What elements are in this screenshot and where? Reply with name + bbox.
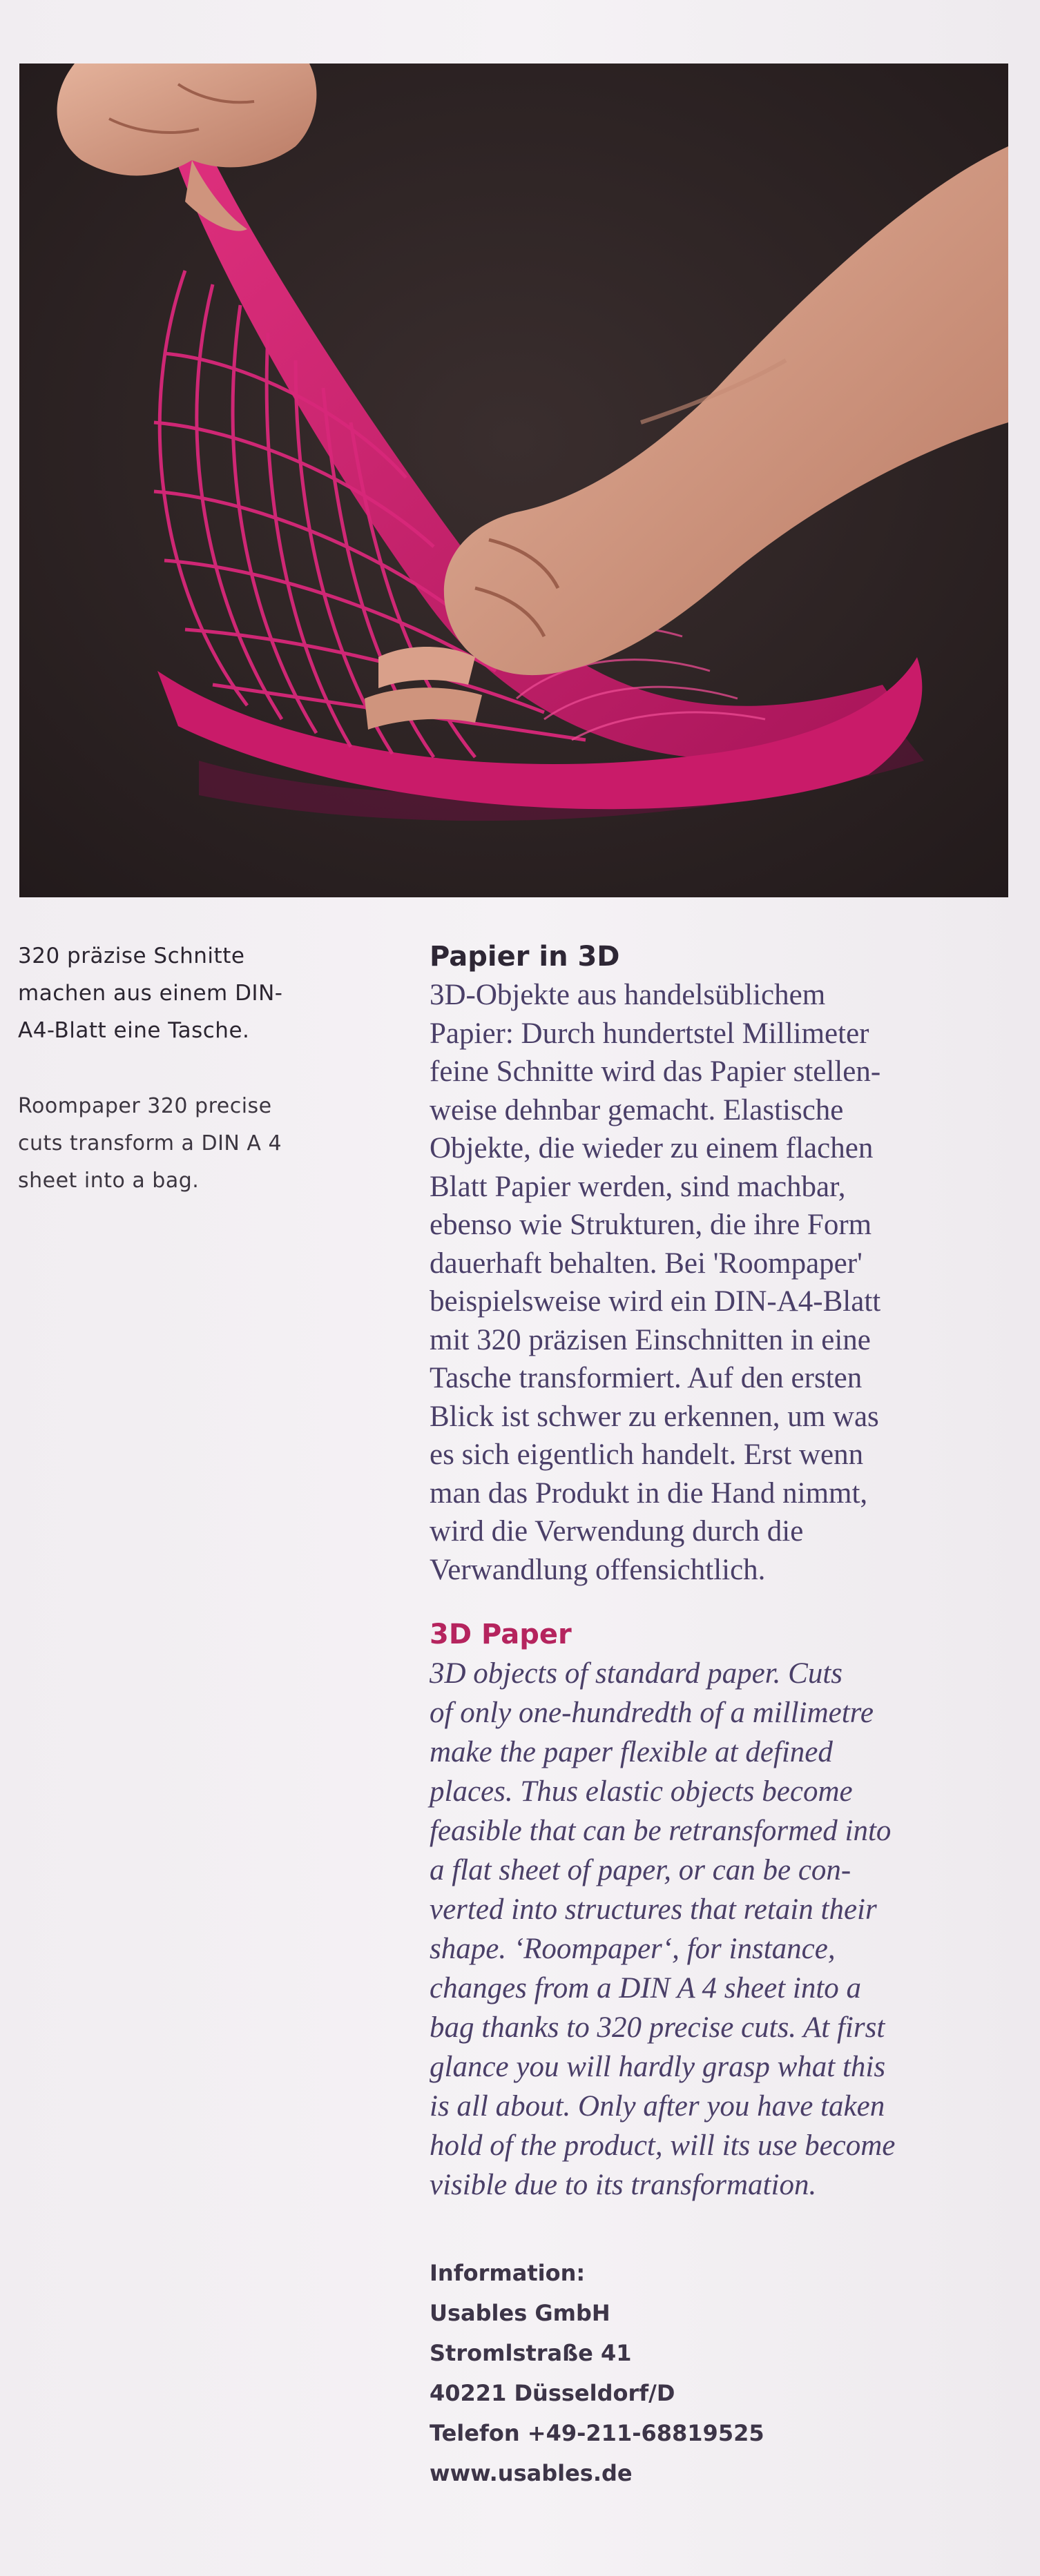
caption-german: 320 präzise Schnitte machen aus einem DIN- A4-Blatt eine Tasche. [18, 944, 283, 1043]
hands-stretching-pink-paper-net-icon [19, 64, 1008, 897]
product-photo [19, 64, 1008, 897]
article [430, 937, 1023, 2493]
caption-english: Roompaper 320 precise cuts transform a DIN A 4 sheet into a bag. [18, 1094, 282, 1193]
body-german: 3D-Objekte aus handelsüblichem Papier: Durch hundertstel Millimeter feine Schnitte wird das Papier stellen- weise dehnbar gemacht. Elastische Objekte, die wieder zu einem flachen Blatt Papier werden, sind machbar, ebenso wie Strukturen, die ihre Form dauerhaft behalten. Bei 'Roompaper' beispielsweise wird ein DIN-A4-Blatt mit 320 präzisen Einschnitten in eine Tasche transformiert. Auf den ersten Blick ist schwer zu erkennen, um was es sich eigentlich handelt. Erst wenn man das Produkt in die Hand nimmt, wird die Verwendung durch die Verwandlung offensichtlich. [430, 979, 881, 1586]
heading-german: Papier in 3D [430, 941, 620, 973]
phone-number: Telefon +49-211-68819525 [430, 2420, 764, 2446]
photo-caption [18, 937, 377, 1200]
body-english: 3D objects of standard paper. Cuts of only one-hundredth of a millimetre make the paper flexible at defined places. Thus elastic objects become feasible that can be retransformed into a flat sheet of paper, or can be con- verted into structures that retain their shape. ‘Roompaper‘, for instance, changes from a DIN A 4 sheet into a bag thanks to 320 precise cuts. At first glance you will hardly grasp what this is all about. Only after you have taken hold of the product, will its use become visible due to its transformation. [430, 1657, 896, 2201]
street-address: Stromlstraße 41 [430, 2340, 632, 2366]
info-label: Information: [430, 2260, 586, 2286]
city-address: 40221 Düsseldorf/D [430, 2380, 675, 2406]
contact-information [430, 2253, 1023, 2493]
website-link: www.usables.de [430, 2460, 633, 2486]
company-name: Usables GmbH [430, 2300, 610, 2326]
heading-english: 3D Paper [430, 1619, 572, 1650]
